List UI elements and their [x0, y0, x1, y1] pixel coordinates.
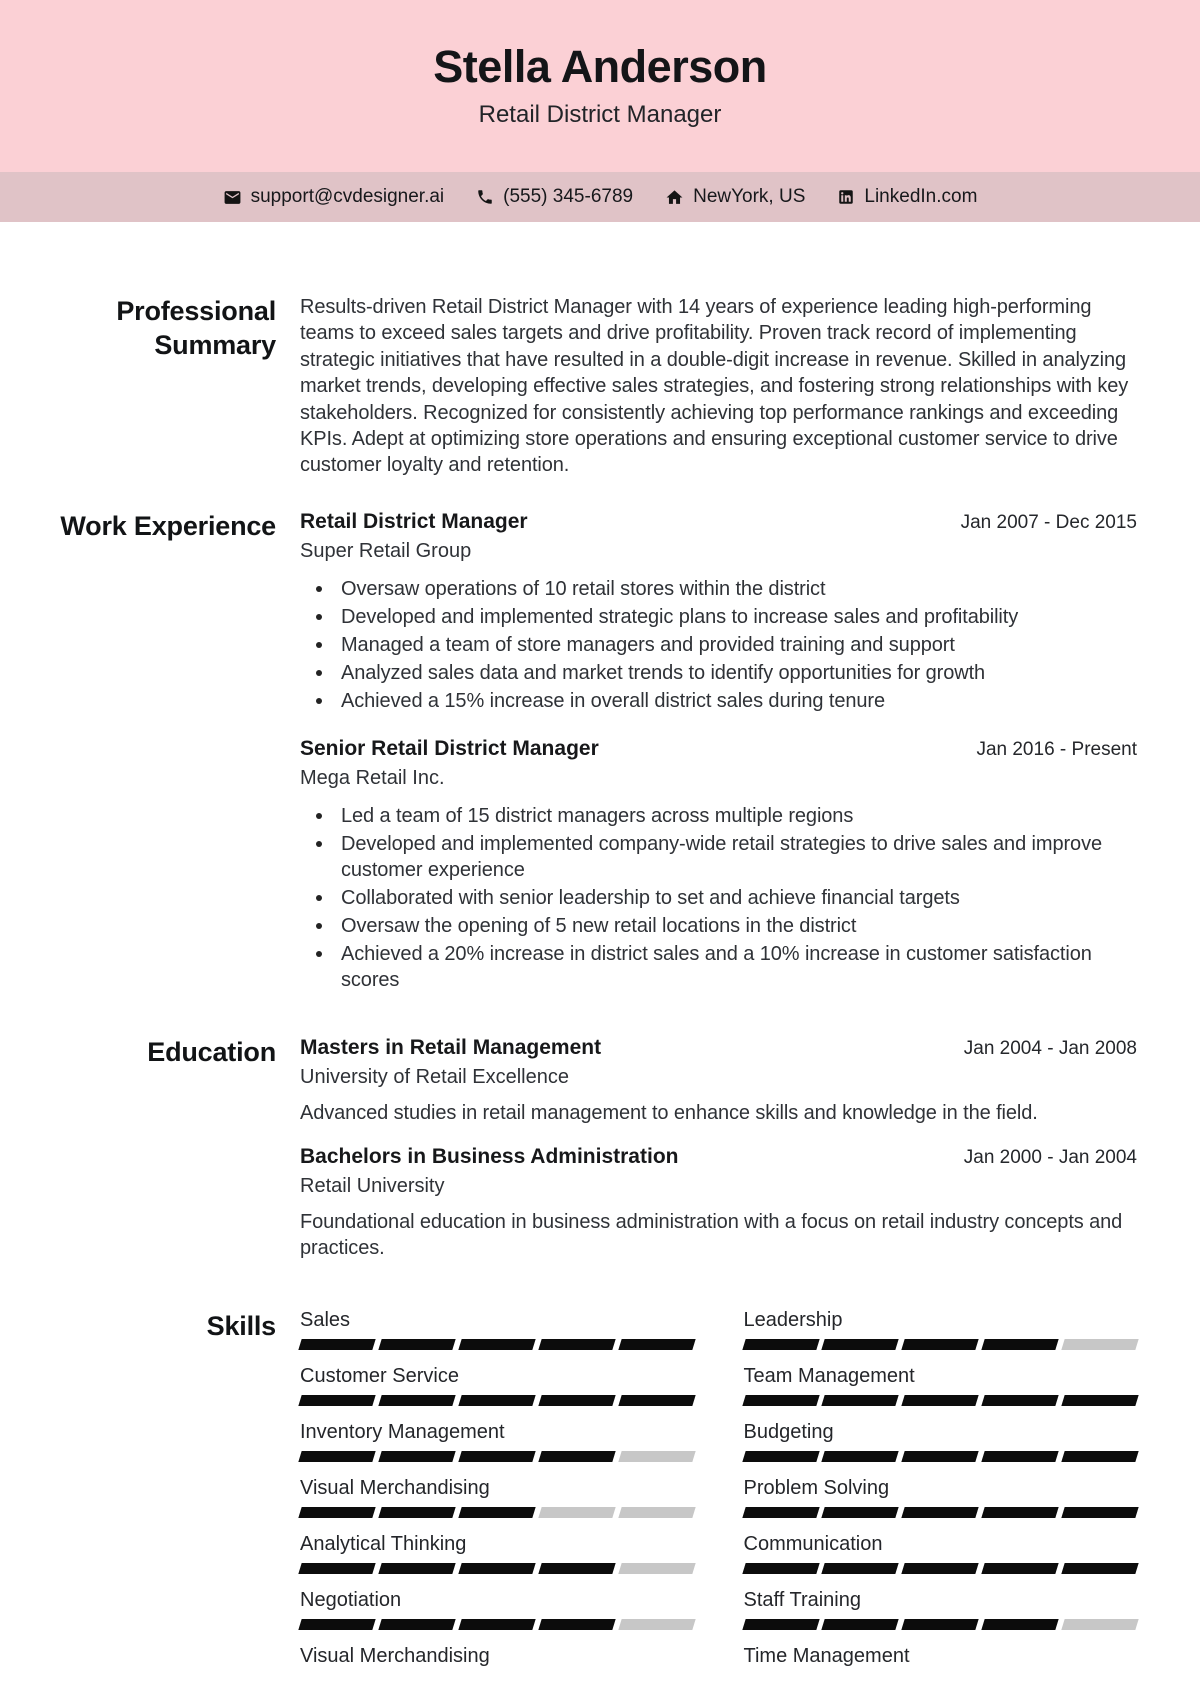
skill-level-bar: [744, 1507, 1138, 1518]
experience-section: [0, 509, 1200, 995]
skill-level-bar: [744, 1619, 1138, 1630]
skill-segment-filled: [458, 1507, 535, 1518]
summary-section: [0, 294, 1200, 479]
skill-segment-filled: [378, 1563, 455, 1574]
skill-level-bar: [744, 1451, 1138, 1462]
skill-level-bar: [300, 1395, 694, 1406]
skill-level-bar: [300, 1451, 694, 1462]
skill-item: [744, 1309, 1138, 1350]
job-dates: Jan 2016 - Present: [976, 738, 1137, 760]
skill-level-bar: [300, 1563, 694, 1574]
skill-level-bar: [744, 1563, 1138, 1574]
skill-item: [744, 1421, 1138, 1462]
job-header: [300, 509, 1137, 534]
skill-segment-filled: [742, 1619, 819, 1630]
education-section: [0, 1035, 1200, 1261]
skill-segment-filled: [378, 1451, 455, 1462]
skill-segment-filled: [822, 1563, 899, 1574]
contact-text: NewYork, US: [693, 186, 806, 207]
contact-text: support@cvdesigner.ai: [250, 186, 445, 207]
section-title-education: Education: [147, 1037, 276, 1068]
skill-name: Staff Training: [743, 1589, 861, 1612]
degree-description: Foundational education in business administration with a focus on retail industry concepts and practices.: [300, 1211, 1123, 1260]
degree-name: Masters in Retail Management: [300, 1036, 602, 1060]
skill-segment-filled: [902, 1563, 979, 1574]
skill-segment-filled: [982, 1339, 1059, 1350]
skill-segment-filled: [618, 1339, 695, 1350]
skill-item: [744, 1477, 1138, 1518]
skill-segment-empty: [538, 1507, 615, 1518]
summary-content: [300, 294, 1137, 479]
skill-segment-filled: [742, 1507, 819, 1518]
skill-segment-filled: [458, 1451, 535, 1462]
section-title-skills: Skills: [206, 1311, 276, 1342]
skills-section: [0, 1309, 1200, 1682]
skill-segment-filled: [742, 1451, 819, 1462]
job-bullet: Oversaw operations of 10 retail stores within the district: [316, 576, 1137, 602]
skill-segment-filled: [538, 1339, 615, 1350]
skill-segment-filled: [982, 1451, 1059, 1462]
job-bullet: Collaborated with senior leadership to set and achieve financial targets: [316, 885, 1137, 911]
contact-item-email[interactable]: [223, 186, 445, 208]
skill-item: [744, 1645, 1138, 1667]
skill-segment-filled: [982, 1619, 1059, 1630]
skill-segment-filled: [1061, 1507, 1138, 1518]
job-bullet: Managed a team of store managers and provided training and support: [316, 632, 1137, 658]
linkedin-icon: [837, 188, 855, 206]
job-company: Super Retail Group: [300, 539, 472, 562]
skill-segment-empty: [618, 1451, 695, 1462]
skill-segment-filled: [982, 1507, 1059, 1518]
skill-segment-filled: [902, 1507, 979, 1518]
skill-name: Communication: [743, 1533, 883, 1556]
skill-name: Inventory Management: [300, 1421, 505, 1444]
skill-segment-filled: [902, 1451, 979, 1462]
contact-bar: [0, 172, 1200, 222]
skill-segment-empty: [618, 1507, 695, 1518]
job-bullet: Developed and implemented company-wide retail strategies to drive sales and improve customer experience: [316, 831, 1137, 883]
skill-segment-filled: [822, 1339, 899, 1350]
job-bullet-list: [300, 803, 1137, 993]
job-bullet: Oversaw the opening of 5 new retail locations in the district: [316, 913, 1137, 939]
skill-segment-filled: [1061, 1395, 1138, 1406]
degree-header: [300, 1144, 1137, 1169]
skill-name: Sales: [300, 1309, 351, 1332]
skill-item: [300, 1645, 694, 1667]
job-bullet-list: [300, 576, 1137, 714]
contact-text: LinkedIn.com: [864, 186, 978, 207]
skill-segment-filled: [822, 1451, 899, 1462]
skill-segment-filled: [822, 1507, 899, 1518]
summary-text: Results-driven Retail District Manager with 14 years of experience leading high-performing teams to exceed sales targets and drive profitability. Proven track record of implementing strategic initiatives that have resulted in a double-digit increase in revenue. Skilled in analyzing market trends, developing effective sales strategies, and fostering strong relationships with key stakeholders. Recognized for consistently achieving top performance rankings and exceeding KPIs. Adept at optimizing store operations and ensuring exceptional customer service to drive customer loyalty and retention.: [300, 296, 1129, 477]
job-role: Senior Retail District Manager: [300, 736, 599, 760]
skill-segment-filled: [458, 1563, 535, 1574]
contact-text: (555) 345-6789: [503, 186, 634, 207]
job-company: Mega Retail Inc.: [300, 767, 445, 790]
degree-entry: [300, 1035, 1137, 1126]
contact-item-phone[interactable]: [476, 186, 633, 208]
skill-name: Visual Merchandising: [300, 1645, 490, 1668]
skill-segment-empty: [1061, 1619, 1138, 1630]
job-entry: [300, 509, 1137, 714]
job-bullet: Achieved a 20% increase in district sales and a 10% increase in customer satisfaction scores: [316, 941, 1137, 993]
skill-item: [300, 1533, 694, 1574]
phone-icon: [476, 188, 494, 206]
degree-dates: Jan 2004 - Jan 2008: [963, 1038, 1137, 1060]
skill-segment-filled: [902, 1395, 979, 1406]
job-bullet: Analyzed sales data and market trends to identify opportunities for growth: [316, 660, 1137, 686]
skill-level-bar: [300, 1619, 694, 1630]
job-header: [300, 736, 1137, 761]
skill-segment-filled: [982, 1395, 1059, 1406]
skill-segment-filled: [378, 1507, 455, 1518]
degree-school: University of Retail Excellence: [300, 1066, 569, 1089]
skill-name: Visual Merchandising: [300, 1477, 490, 1500]
candidate-job-title: Retail District Manager: [478, 101, 722, 129]
section-title-summary: Professional Summary: [116, 296, 276, 361]
skill-segment-filled: [902, 1339, 979, 1350]
skill-name: Team Management: [743, 1365, 915, 1388]
skill-name: Budgeting: [743, 1421, 834, 1444]
skill-segment-filled: [902, 1619, 979, 1630]
candidate-name: Stella Anderson: [433, 40, 767, 92]
degree-dates: Jan 2000 - Jan 2004: [963, 1147, 1137, 1169]
skill-name: Analytical Thinking: [300, 1533, 467, 1556]
skill-segment-filled: [298, 1507, 375, 1518]
skill-segment-filled: [298, 1339, 375, 1350]
skill-segment-filled: [538, 1451, 615, 1462]
skill-segment-filled: [742, 1563, 819, 1574]
skills-content: [300, 1309, 1137, 1682]
skill-item: [744, 1589, 1138, 1630]
degree-name: Bachelors in Business Administration: [300, 1145, 679, 1169]
skill-segment-filled: [458, 1339, 535, 1350]
skill-level-bar: [300, 1507, 694, 1518]
degree-entry: [300, 1144, 1137, 1261]
degree-header: [300, 1035, 1137, 1060]
skill-name: Time Management: [743, 1645, 910, 1668]
job-role: Retail District Manager: [300, 509, 528, 533]
skill-segment-filled: [298, 1395, 375, 1406]
job-entry: [300, 736, 1137, 993]
skill-segment-filled: [982, 1563, 1059, 1574]
skill-segment-empty: [618, 1563, 695, 1574]
degree-description: Advanced studies in retail management to enhance skills and knowledge in the field.: [300, 1102, 1038, 1125]
skill-segment-filled: [538, 1619, 615, 1630]
skill-segment-filled: [1061, 1563, 1138, 1574]
experience-content: [300, 509, 1137, 995]
skill-segment-filled: [378, 1395, 455, 1406]
skill-segment-filled: [1061, 1451, 1138, 1462]
job-dates: Jan 2007 - Dec 2015: [960, 511, 1137, 533]
skill-name: Leadership: [743, 1309, 843, 1332]
skill-item: [300, 1309, 694, 1350]
skill-segment-filled: [298, 1619, 375, 1630]
skill-segment-filled: [378, 1339, 455, 1350]
skill-name: Customer Service: [300, 1365, 459, 1388]
skill-segment-filled: [822, 1619, 899, 1630]
skill-segment-filled: [538, 1395, 615, 1406]
skill-segment-filled: [538, 1563, 615, 1574]
contact-item-linkedin[interactable]: [837, 186, 977, 208]
skill-segment-filled: [822, 1395, 899, 1406]
skill-item: [300, 1589, 694, 1630]
skill-segment-filled: [458, 1619, 535, 1630]
email-icon: [223, 188, 242, 207]
skill-name: Negotiation: [300, 1589, 402, 1612]
resume-header: [0, 0, 1200, 172]
section-title-experience: Work Experience: [60, 510, 276, 541]
skill-item: [300, 1421, 694, 1462]
skill-segment-filled: [458, 1395, 535, 1406]
skill-name: Problem Solving: [743, 1477, 890, 1500]
skill-level-bar: [744, 1339, 1138, 1350]
skill-item: [300, 1477, 694, 1518]
skill-item: [744, 1533, 1138, 1574]
skill-segment-filled: [378, 1619, 455, 1630]
skill-item: [744, 1365, 1138, 1406]
education-content: [300, 1035, 1137, 1261]
degree-school: Retail University: [300, 1175, 445, 1198]
skill-level-bar: [300, 1339, 694, 1350]
skill-segment-filled: [298, 1563, 375, 1574]
skill-item: [300, 1365, 694, 1406]
home-icon: [665, 188, 684, 207]
job-bullet: Led a team of 15 district managers across multiple regions: [316, 803, 1137, 829]
contact-item-home[interactable]: [665, 186, 805, 208]
skill-segment-empty: [618, 1619, 695, 1630]
job-bullet: Achieved a 15% increase in overall district sales during tenure: [316, 688, 1137, 714]
skill-segment-filled: [742, 1395, 819, 1406]
skill-level-bar: [744, 1395, 1138, 1406]
job-bullet: Developed and implemented strategic plans to increase sales and profitability: [316, 604, 1137, 630]
skill-segment-filled: [742, 1339, 819, 1350]
skill-segment-empty: [1061, 1339, 1138, 1350]
skill-segment-filled: [298, 1451, 375, 1462]
skill-segment-filled: [618, 1395, 695, 1406]
